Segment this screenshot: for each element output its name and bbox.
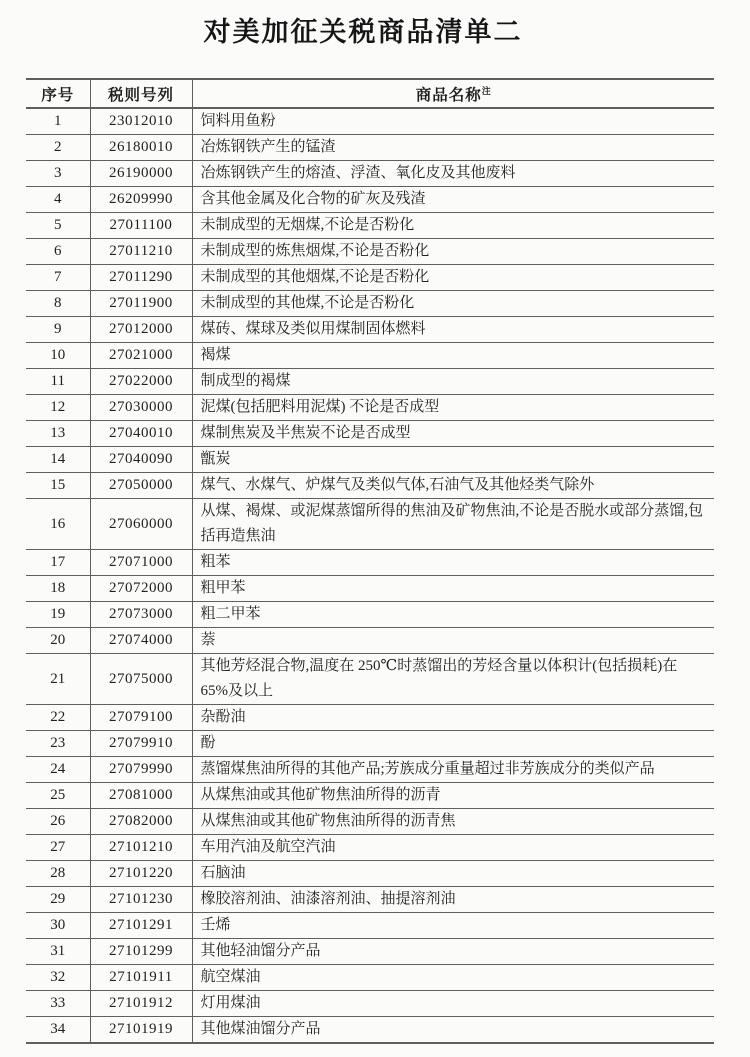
cell-product-name: 壬烯 [192, 913, 714, 939]
table-row [26, 705, 714, 731]
cell-product-name: 从煤焦油或其他矿物焦油所得的沥青 [192, 783, 714, 809]
cell-product-name: 甑炭 [192, 447, 714, 473]
cell-tariff-code: 27079100 [90, 705, 192, 731]
cell-tariff-code: 27079910 [90, 731, 192, 757]
cell-serial-number: 5 [26, 213, 90, 239]
cell-tariff-code: 27011100 [90, 213, 192, 239]
cell-serial-number: 12 [26, 395, 90, 421]
cell-product-name: 未制成型的炼焦烟煤,不论是否粉化 [192, 239, 714, 265]
cell-serial-number: 29 [26, 887, 90, 913]
cell-tariff-code: 27011290 [90, 265, 192, 291]
cell-serial-number: 9 [26, 317, 90, 343]
cell-tariff-code: 27101220 [90, 861, 192, 887]
cell-tariff-code: 26190000 [90, 161, 192, 187]
cell-serial-number: 2 [26, 135, 90, 161]
cell-serial-number: 20 [26, 628, 90, 654]
table-row [26, 628, 714, 654]
cell-product-name: 灯用煤油 [192, 991, 714, 1017]
table-row [26, 809, 714, 835]
cell-serial-number: 28 [26, 861, 90, 887]
tariff-table [26, 78, 714, 1044]
table-row [26, 861, 714, 887]
cell-serial-number: 33 [26, 991, 90, 1017]
cell-product-name: 其他轻油馏分产品 [192, 939, 714, 965]
cell-serial-number: 31 [26, 939, 90, 965]
table-row [26, 421, 714, 447]
table-row [26, 783, 714, 809]
cell-tariff-code: 27030000 [90, 395, 192, 421]
cell-tariff-code: 27081000 [90, 783, 192, 809]
cell-serial-number: 21 [26, 654, 90, 705]
cell-product-name: 石脑油 [192, 861, 714, 887]
cell-serial-number: 13 [26, 421, 90, 447]
cell-tariff-code: 27101911 [90, 965, 192, 991]
table-row [26, 108, 714, 135]
cell-product-name: 冶炼钢铁产生的锰渣 [192, 135, 714, 161]
cell-tariff-code: 27012000 [90, 317, 192, 343]
table-row [26, 239, 714, 265]
cell-tariff-code: 27101299 [90, 939, 192, 965]
cell-product-name: 粗苯 [192, 550, 714, 576]
cell-serial-number: 18 [26, 576, 90, 602]
cell-serial-number: 17 [26, 550, 90, 576]
cell-tariff-code: 27022000 [90, 369, 192, 395]
cell-serial-number: 8 [26, 291, 90, 317]
cell-serial-number: 32 [26, 965, 90, 991]
cell-serial-number: 1 [26, 108, 90, 135]
cell-serial-number: 16 [26, 499, 90, 550]
cell-tariff-code: 27079990 [90, 757, 192, 783]
cell-serial-number: 22 [26, 705, 90, 731]
table-row [26, 939, 714, 965]
cell-tariff-code: 27074000 [90, 628, 192, 654]
cell-product-name: 制成型的褐煤 [192, 369, 714, 395]
cell-product-name: 酚 [192, 731, 714, 757]
cell-serial-number: 19 [26, 602, 90, 628]
cell-tariff-code: 27101919 [90, 1017, 192, 1044]
table-row [26, 835, 714, 861]
table-row [26, 965, 714, 991]
cell-product-name: 橡胶溶剂油、油漆溶剂油、抽提溶剂油 [192, 887, 714, 913]
header-note-superscript: 注 [481, 85, 491, 96]
table-row [26, 369, 714, 395]
cell-product-name: 其他芳烃混合物,温度在 250℃时蒸馏出的芳烃含量以体积计(包括损耗)在 65%及以上 [192, 654, 714, 705]
cell-tariff-code: 27101230 [90, 887, 192, 913]
cell-serial-number: 25 [26, 783, 90, 809]
cell-serial-number: 6 [26, 239, 90, 265]
cell-tariff-code: 27021000 [90, 343, 192, 369]
table-row [26, 395, 714, 421]
table-body [26, 108, 714, 1043]
cell-serial-number: 4 [26, 187, 90, 213]
cell-product-name: 杂酚油 [192, 705, 714, 731]
cell-tariff-code: 27071000 [90, 550, 192, 576]
table-row [26, 991, 714, 1017]
table-row [26, 887, 714, 913]
header-serial-number: 序号 [26, 79, 90, 108]
cell-serial-number: 27 [26, 835, 90, 861]
cell-product-name: 其他煤油馏分产品 [192, 1017, 714, 1044]
cell-serial-number: 15 [26, 473, 90, 499]
cell-product-name: 煤气、水煤气、炉煤气及类似气体,石油气及其他烃类气除外 [192, 473, 714, 499]
cell-tariff-code: 27101912 [90, 991, 192, 1017]
cell-product-name: 航空煤油 [192, 965, 714, 991]
cell-product-name: 从煤焦油或其他矿物焦油所得的沥青焦 [192, 809, 714, 835]
header-product-name [192, 79, 714, 108]
cell-tariff-code: 27101291 [90, 913, 192, 939]
header-product-name-text: 商品名称 [415, 86, 482, 104]
cell-product-name: 蒸馏煤焦油所得的其他产品;芳族成分重量超过非芳族成分的类似产品 [192, 757, 714, 783]
cell-product-name: 粗甲苯 [192, 576, 714, 602]
cell-product-name: 泥煤(包括肥料用泥煤) 不论是否成型 [192, 395, 714, 421]
cell-product-name: 车用汽油及航空汽油 [192, 835, 714, 861]
cell-tariff-code: 27101210 [90, 835, 192, 861]
table-row [26, 265, 714, 291]
cell-serial-number: 34 [26, 1017, 90, 1044]
cell-tariff-code: 27060000 [90, 499, 192, 550]
table-row [26, 447, 714, 473]
cell-product-name: 粗二甲苯 [192, 602, 714, 628]
cell-serial-number: 3 [26, 161, 90, 187]
cell-serial-number: 24 [26, 757, 90, 783]
table-row [26, 654, 714, 705]
table-header-row [26, 79, 714, 108]
header-tariff-code: 税则号列 [90, 79, 192, 108]
table-row [26, 213, 714, 239]
table-row [26, 731, 714, 757]
cell-tariff-code: 26209990 [90, 187, 192, 213]
cell-product-name: 饲料用鱼粉 [192, 108, 714, 135]
cell-tariff-code: 27075000 [90, 654, 192, 705]
table-row [26, 317, 714, 343]
cell-tariff-code: 27011900 [90, 291, 192, 317]
cell-serial-number: 10 [26, 343, 90, 369]
cell-tariff-code: 27073000 [90, 602, 192, 628]
cell-tariff-code: 27050000 [90, 473, 192, 499]
cell-tariff-code: 27011210 [90, 239, 192, 265]
table-row [26, 473, 714, 499]
table-row [26, 161, 714, 187]
table-row [26, 602, 714, 628]
cell-serial-number: 30 [26, 913, 90, 939]
table-row [26, 913, 714, 939]
cell-serial-number: 14 [26, 447, 90, 473]
cell-product-name: 萘 [192, 628, 714, 654]
cell-serial-number: 7 [26, 265, 90, 291]
cell-product-name: 含其他金属及化合物的矿灰及残渣 [192, 187, 714, 213]
cell-product-name: 未制成型的其他煤,不论是否粉化 [192, 291, 714, 317]
cell-tariff-code: 27072000 [90, 576, 192, 602]
page-title: 对美加征关税商品清单二 [203, 17, 523, 47]
cell-product-name: 煤砖、煤球及类似用煤制固体燃料 [192, 317, 714, 343]
table-row [26, 1017, 714, 1044]
table-row [26, 550, 714, 576]
table-row [26, 187, 714, 213]
cell-tariff-code: 27082000 [90, 809, 192, 835]
cell-serial-number: 11 [26, 369, 90, 395]
table-row [26, 343, 714, 369]
cell-tariff-code: 23012010 [90, 108, 192, 135]
cell-serial-number: 26 [26, 809, 90, 835]
cell-tariff-code: 27040090 [90, 447, 192, 473]
table-row [26, 135, 714, 161]
cell-tariff-code: 27040010 [90, 421, 192, 447]
cell-product-name: 从煤、褐煤、或泥煤蒸馏所得的焦油及矿物焦油,不论是否脱水或部分蒸馏,包括再造焦油 [192, 499, 714, 550]
cell-product-name: 煤制焦炭及半焦炭不论是否成型 [192, 421, 714, 447]
cell-product-name: 未制成型的其他烟煤,不论是否粉化 [192, 265, 714, 291]
table-row [26, 291, 714, 317]
cell-tariff-code: 26180010 [90, 135, 192, 161]
cell-product-name: 冶炼钢铁产生的熔渣、浮渣、氧化皮及其他废料 [192, 161, 714, 187]
table-row [26, 576, 714, 602]
table-row [26, 757, 714, 783]
cell-product-name: 褐煤 [192, 343, 714, 369]
table-row [26, 499, 714, 550]
cell-serial-number: 23 [26, 731, 90, 757]
cell-product-name: 未制成型的无烟煤,不论是否粉化 [192, 213, 714, 239]
